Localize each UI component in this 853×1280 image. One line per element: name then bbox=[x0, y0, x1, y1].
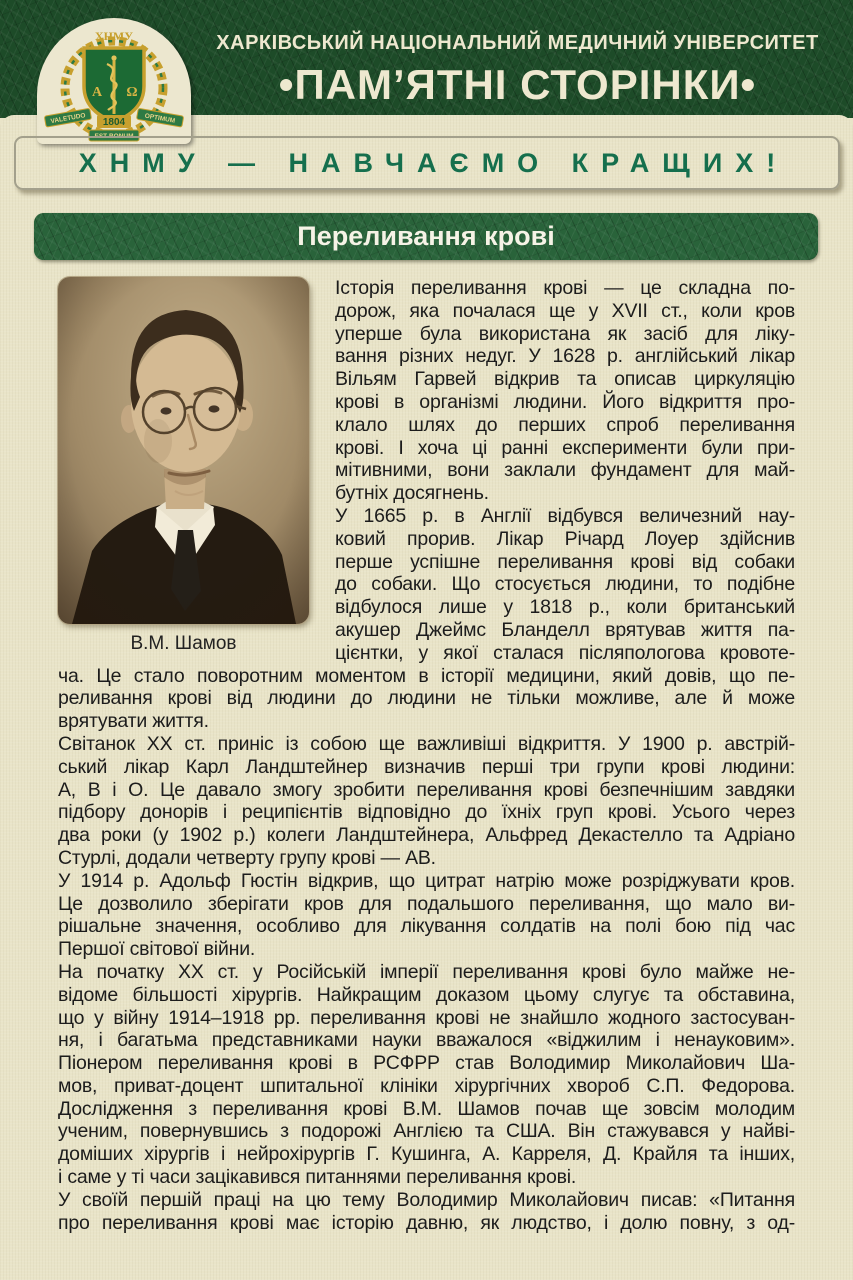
text-line: до собаки. Що стосується людини, то подібне bbox=[335, 573, 795, 596]
text-line: мітивними, вони заклали фундамент для май- bbox=[335, 459, 795, 482]
slogan-banner bbox=[14, 136, 840, 190]
text-line: Піонером переливання крові в РСФРР став Володимир Миколайович Ша- bbox=[58, 1052, 795, 1075]
founding-year: 1804 bbox=[102, 117, 126, 128]
text-line: дорож, яка почалася ще у XVII ст., коли кров bbox=[335, 299, 795, 322]
omega-letter: Ω bbox=[126, 85, 138, 100]
portrait-illustration bbox=[58, 277, 309, 624]
text-line: ковий прорив. Лікар Річард Лоуер здійснив bbox=[335, 527, 795, 550]
text-line: У своїй першій праці на цю тему Володимир Миколайович писав: «Питання bbox=[58, 1188, 795, 1211]
motto-left: VALETUDO bbox=[50, 112, 87, 126]
text-line: бутніх досягнень. bbox=[335, 482, 489, 505]
text-line: Вільям Гарвей відкрив та описав циркуляцію bbox=[335, 368, 795, 391]
text-line: про переливання крові має історію давню, як людство, і долю повну, з од- bbox=[58, 1211, 795, 1234]
text-line: рішальне значення, особливо для лікування солдатів на полі бою під час bbox=[58, 915, 795, 938]
text-line: реливання крові від людини до людини не тільки можливе, але й може bbox=[58, 687, 795, 710]
text-line: підбору донорів і реципієнтів відповідно до їхніх груп крові. Усього через bbox=[58, 801, 795, 824]
text-line: акушер Джеймс Бланделл врятував життя па- bbox=[335, 618, 795, 641]
university-name: ХАРКІВСЬКИЙ НАЦІОНАЛЬНИЙ МЕДИЧНИЙ УНІВЕРСИТЕТ bbox=[216, 32, 819, 54]
text-line: У 1914 р. Адольф Гюстін відкрив, що цитрат натрію може розріджувати кров. bbox=[58, 869, 795, 892]
text-line: мов, приват-доцент шпитальної клініки хірургічних хвороб С.П. Федорова. bbox=[58, 1074, 795, 1097]
text-line: У 1665 р. в Англії відбувся величезний нау- bbox=[335, 504, 795, 527]
text-line: крові в організмі людини. Його відкриття про- bbox=[335, 390, 795, 413]
text-line: і саме у ті часи зацікавився питаннями переливання крові. bbox=[58, 1166, 577, 1189]
text-line: ученим, повернувшись з подорожі Англією та США. Він стажувався у найві- bbox=[58, 1120, 795, 1143]
text-line: клало шлях до перших спроб переливання bbox=[335, 413, 795, 436]
article-body bbox=[58, 277, 795, 1234]
staff-knob-icon bbox=[111, 55, 116, 60]
text-line: відбулося лише у 1818 р., коли британський bbox=[335, 596, 795, 619]
article-title: Переливання крові bbox=[297, 221, 555, 251]
article-title-bar bbox=[34, 213, 818, 260]
text-line: Дослідження з переливання крові В.М. Шамов почав ще зовсім молодим bbox=[58, 1097, 795, 1120]
text-line: ча. Це стало поворотним моментом в історії медицини, який довів, що пе- bbox=[58, 664, 795, 687]
university-emblem bbox=[37, 18, 191, 144]
text-line: врятувати життя. bbox=[58, 710, 209, 733]
text-line: А, В і О. Це давало змогу зробити переливання крові безпечнішим завдяки bbox=[58, 778, 795, 801]
text-line: доміших хірургів і нейрохірургів Г. Кушинга, А. Карреля, Д. Крайля та інших, bbox=[58, 1143, 795, 1166]
photo-block bbox=[58, 277, 335, 663]
alpha-letter: Α bbox=[91, 85, 103, 100]
text-line: два роки (у 1902 р.) колеги Ландштейнера, Альфред Декастелло та Адріано bbox=[58, 824, 795, 847]
text-line: Це дозволило зберігати кров для подальшого переливання, що мало ви- bbox=[58, 892, 795, 915]
photo-vignette bbox=[58, 277, 309, 624]
text-line: цієнтки, у якої сталася післяпологова кровоте- bbox=[335, 641, 795, 664]
text-line: що у війну 1914–1918 рр. переливання крові не знайшло жодного застосуван- bbox=[58, 1006, 795, 1029]
slogan-text: ХНМУ — НАВЧАЄМО КРАЩИХ! bbox=[78, 147, 789, 178]
series-title: •ПАМ’ЯТНІ СТОРІНКИ• bbox=[278, 61, 757, 108]
text-line: перше успішне переливання крові від собаки bbox=[335, 550, 795, 573]
text-line: вання різних недуг. У 1628 р. англійський лікар bbox=[335, 345, 795, 368]
motto-right: OPTIMUM bbox=[144, 112, 176, 125]
header-titles bbox=[195, 0, 840, 115]
emblem-graphic bbox=[37, 18, 191, 144]
portrait-photo bbox=[58, 277, 309, 624]
text-line: ня, і багатьма представниками науки вважалося «віджилим і ненауковим». bbox=[58, 1029, 795, 1052]
emblem-acronym: ХНМУ bbox=[94, 29, 134, 43]
motto-bottom: EST BONUM bbox=[94, 133, 134, 140]
text-line: ський лікар Карл Ландштейнер визначив перші три групи крові людини: bbox=[58, 755, 795, 778]
text-line: крові. І хоча ці ранні експерименти були при- bbox=[335, 436, 795, 459]
text-line: На початку XX ст. у Російській імперії переливання крові було майже не- bbox=[58, 960, 795, 983]
photo-caption: В.М. Шамов bbox=[130, 633, 237, 654]
text-line: Історія переливання крові — це складна по- bbox=[335, 277, 795, 299]
text-line: відоме більшості хірургів. Найкращим доказом цьому слугує та обставина, bbox=[58, 983, 795, 1006]
text-line: Світанок XX ст. приніс із собою ще важливіші відкриття. У 1900 р. австрій- bbox=[58, 732, 795, 755]
text-line: уперше була використана як засіб для ліку- bbox=[335, 322, 795, 345]
text-line: Стурлі, додали четверту групу крові — АВ. bbox=[58, 846, 436, 869]
text-line: Першої світової війни. bbox=[58, 938, 256, 961]
